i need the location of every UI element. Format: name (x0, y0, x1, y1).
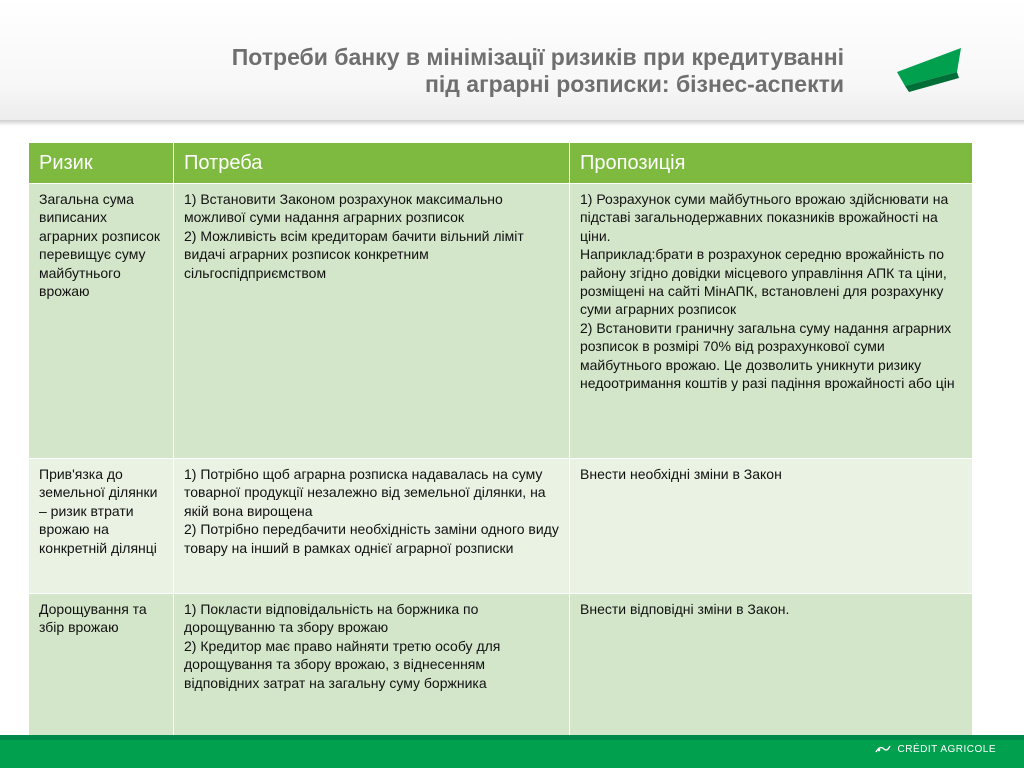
proposal-cell (570, 594, 973, 743)
table-row (29, 594, 973, 743)
table-row (29, 459, 973, 594)
proposal-item: Внести необхідні зміни в Закон (580, 466, 782, 482)
brand-name: CRÉDIT AGRICOLE (897, 744, 996, 755)
need-item: 2) Кредитор має право найняти третю особу для дорощування та збору врожаю, з віднесенням відповідних затрат на загальну суму боржника (184, 637, 501, 691)
proposal-item: 2) Встановити граничну загальна суму надання аграрних розписок в розмірі 70% від розрахункової суми майбутнього врожаю. Це дозволить уникнути ризику недоотримання коштів у разі падіння врожайності або цін (580, 319, 955, 392)
proposal-item: Внести відповідні зміни в Закон. (580, 601, 790, 617)
slide-title-line-2: під аграрні розписки: бізнес-аспекти (425, 71, 844, 97)
brand-footer (875, 744, 996, 755)
risk-cell: Прив'язка до земельної ділянки – ризик втрати врожаю на конкретній ділянці (29, 459, 174, 594)
need-cell (174, 184, 570, 459)
header-risk: Ризик (29, 143, 174, 184)
proposal-item: Наприклад:брати в розрахунок середню врожайність по району згідно довідки місцевого управління АПК та ціни, розміщені на сайті МінАПК, встановлені для розрахунку суми аграрних розписок (580, 246, 947, 318)
green-swoosh-logo-icon (895, 42, 965, 94)
table-header-row (29, 143, 973, 184)
need-cell (174, 459, 570, 594)
risk-cell: Дорощування та збір врожаю (29, 594, 174, 743)
header-need: Потреба (174, 143, 570, 184)
risk-table (28, 142, 973, 743)
need-item: 1) Встановити Законом розрахунок максимально можливої суми надання аграрних розписок (184, 191, 503, 226)
footer-band-edge (0, 735, 1024, 740)
need-cell (174, 594, 570, 743)
risk-cell: Загальна сума виписаних аграрних розписок перевищує суму майбутнього врожаю (29, 184, 174, 459)
header-divider (0, 120, 1024, 126)
proposal-item: 1) Розрахунок суми майбутнього врожаю здійснювати на підставі загальнодержавних показників врожайності на ціни. (580, 191, 949, 244)
slide-title (64, 44, 844, 98)
proposal-cell (570, 184, 973, 459)
need-item: 2) Потрібно передбачити необхідність заміни одного виду товару на інший в рамках однієї аграрної розписки (184, 521, 559, 556)
risk-table-container (28, 142, 972, 743)
slide-title-line-1: Потреби банку в мінімізації ризиків при кредитуванні (231, 44, 844, 70)
need-item: 1) Покласти відповідальність на боржника по дорощуванню та збору врожаю (184, 601, 479, 636)
header-proposal: Пропозиція (570, 143, 973, 184)
proposal-cell (570, 459, 973, 594)
need-item: 1) Потрібно щоб аграрна розписка надавалась на суму товарної продукції незалежно від земельної ділянки, на якій вона вирощена (184, 466, 546, 519)
table-row (29, 184, 973, 459)
credit-agricole-logo-icon (875, 744, 891, 754)
need-item: 2) Можливість всім кредиторам бачити вільний ліміт видачі аграрних розписок конкретним сільгоспідприємством (184, 227, 524, 281)
